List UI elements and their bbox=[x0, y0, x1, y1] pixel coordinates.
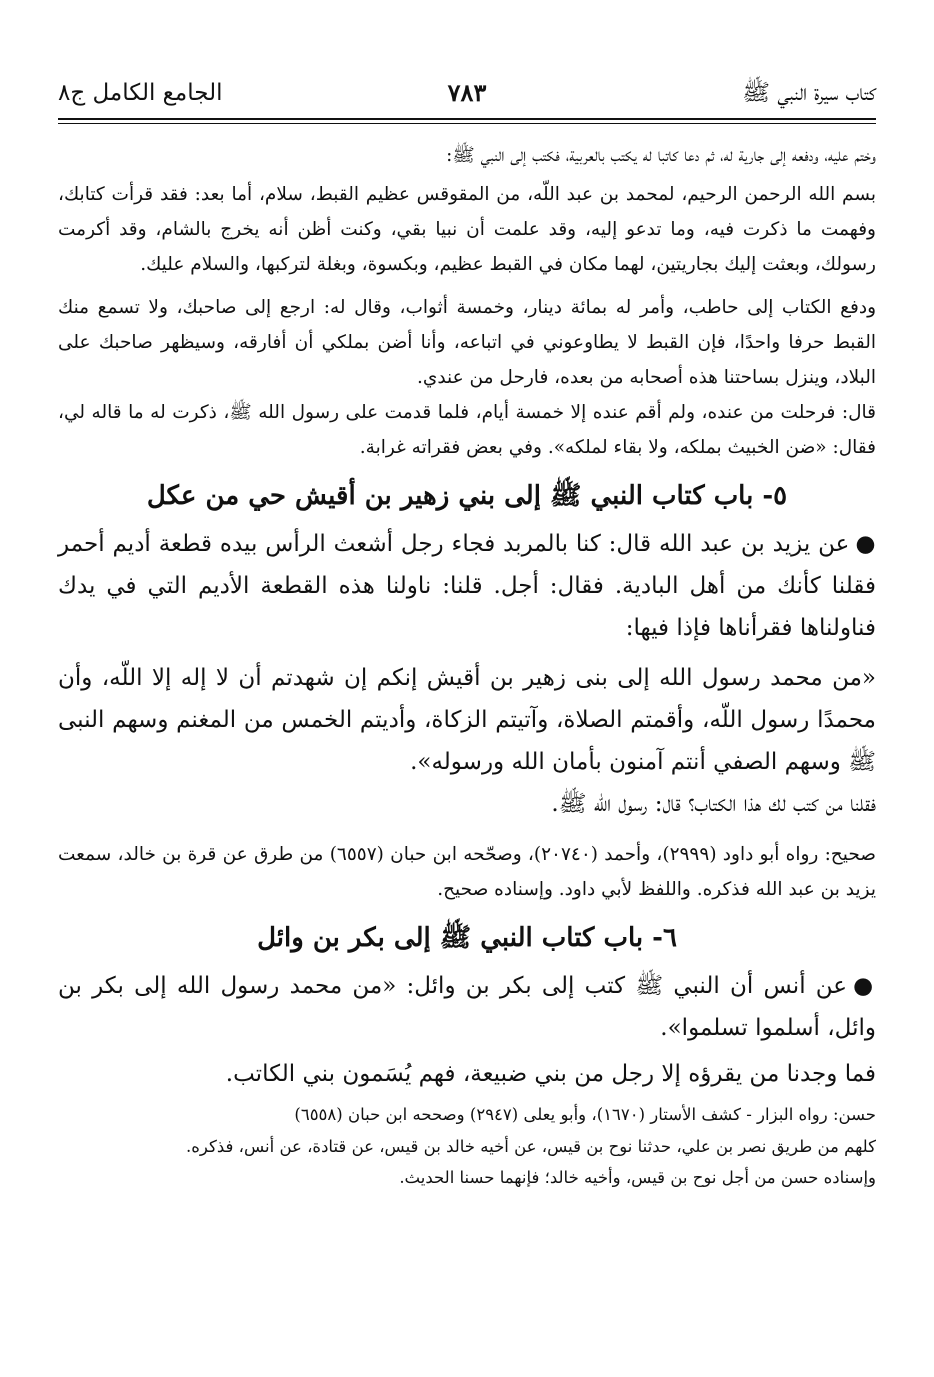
header-rule bbox=[58, 118, 876, 120]
hadith-paragraph bbox=[58, 523, 876, 649]
footnote: صحيح: رواه أبو داود (٢٩٩٩)، وأحمد (٢٠٧٤٠)، وصحّحه ابن حبان (٦٥٥٧) من طرق عن قرة بن خالد، سمعت يزيد بن عبد الله فذكره. واللفظ لأبي داود. وإسناده صحيح. bbox=[58, 844, 876, 900]
footnote-line: حسن: رواه البزار - كشف الأستار (١٦٧٠)، وأبو يعلى (٢٩٤٧) وصححه ابن حبان (٦٥٥٨) bbox=[294, 1105, 876, 1124]
volume-title: الجامع الكامل ج٨ bbox=[58, 80, 223, 106]
paragraph-letter: بسم الله الرحمن الرحيم، لمحمد بن عبد اللّه، من المقوقس عظيم القبط، سلام، أما بعد: فقد قرأت كتابك، وفهمت ما ذكرت فيه، وما تدعو إليه، وقد علمت أن نبيا بقي، وكنت أظن أنه يخرج بالشام، وقد أكرمت رسولك، وبعثت إليك بجاريتين، لهما مكان في القبط عظيم، وبكسوة، وبغلة لتركبها، والسلام عليك. bbox=[58, 184, 876, 275]
footnote-line: كلهم من طريق نصر بن علي، حدثنا نوح بن قيس، عن أخيه خالد بن قيس، عن قتادة، عن أنس، فذكره. bbox=[186, 1136, 876, 1156]
paragraph: ودفع الكتاب إلى حاطب، وأمر له بمائة دينار، وخمسة أثواب، وقال له: ارجع إلى صاحبك، ولا تسمع منك القبط حرفا واحدًا، فإن القبط لا يطاوعوني في اتباعه، وأنا أضن بملكي أن أفارقه، وسيظهر صاحبك على البلاد، وينزل بساحتنا هذه أصحابه من بعده، فارحل من عندي. bbox=[58, 297, 876, 388]
header-rule-thin bbox=[58, 123, 876, 124]
hadith-text: عن يزيد بن عبد الله قال: كنا بالمربد فجاء رجل أشعث الرأس بيده قطعة أديم أحمر فقلنا كأنك من أهل البادية. فقال: أجل. قلنا: ناولنا هذه القطعة الأديم التي في يدك فناولناها فقرأناها فإذا فيها: bbox=[58, 531, 876, 641]
paragraph: وختم عليه، ودفعه إلى جارية له، ثم دعا كاتبا له يكتب بالعربية، فكتب إلى النبي ﷺ: bbox=[446, 145, 876, 166]
bullet-icon: ● bbox=[855, 530, 876, 557]
book-title: كتاب سيرة النبي ﷺ bbox=[742, 80, 876, 106]
bullet-icon: ● bbox=[853, 972, 876, 999]
paragraph: فما وجدنا من يقرؤه إلا رجل من بني ضبيعة، فهم يُسَمون بني الكاتب. bbox=[225, 1061, 876, 1087]
page-body bbox=[58, 138, 876, 1194]
section-heading: ٦- باب كتاب النبي ﷺ إلى بكر بن وائل bbox=[257, 923, 677, 953]
hadith-quote: «من محمد رسول الله إلى بنى زهير بن أقيش إنكم إن شهدتم أن لا إله إلا اللّه، وأن محمدًا رسول اللّه، وأقمتم الصلاة، وآتيتم الزكاة، وأديتم الخمس من المغنم وسهم النبى ﷺ وسهم الصفي أنتم آمنون بأمان الله ورسوله». bbox=[58, 665, 876, 775]
section-heading: ٥- باب كتاب النبي ﷺ إلى بني زهير بن أقيش حي من عكل bbox=[146, 481, 788, 511]
page-number: ٧٨٣ bbox=[447, 78, 487, 107]
paragraph: قال: فرحلت من عنده، ولم أقم عنده إلا خمسة أيام، فلما قدمت على رسول الله ﷺ، ذكرت له ما قاله لي، فقال: «ضن الخبيث بملكه، ولا بقاء لملكه». وفي بعض فقراته غرابة. bbox=[58, 402, 876, 458]
paragraph: فقلنا من كتب لك هذا الكتاب؟ قال: رسول الله ﷺ. bbox=[551, 791, 876, 817]
hadith-paragraph bbox=[58, 965, 876, 1049]
hadith-text: عن أنس أن النبي ﷺ كتب إلى بكر بن وائل: «من محمد رسول الله إلى بكر بن وائل، أسلموا تسلموا». bbox=[58, 973, 876, 1041]
page-header bbox=[58, 68, 876, 124]
footnote-line: وإسناده حسن من أجل نوح بن قيس، وأخيه خالد؛ فإنهما حسنا الحديث. bbox=[399, 1168, 876, 1187]
